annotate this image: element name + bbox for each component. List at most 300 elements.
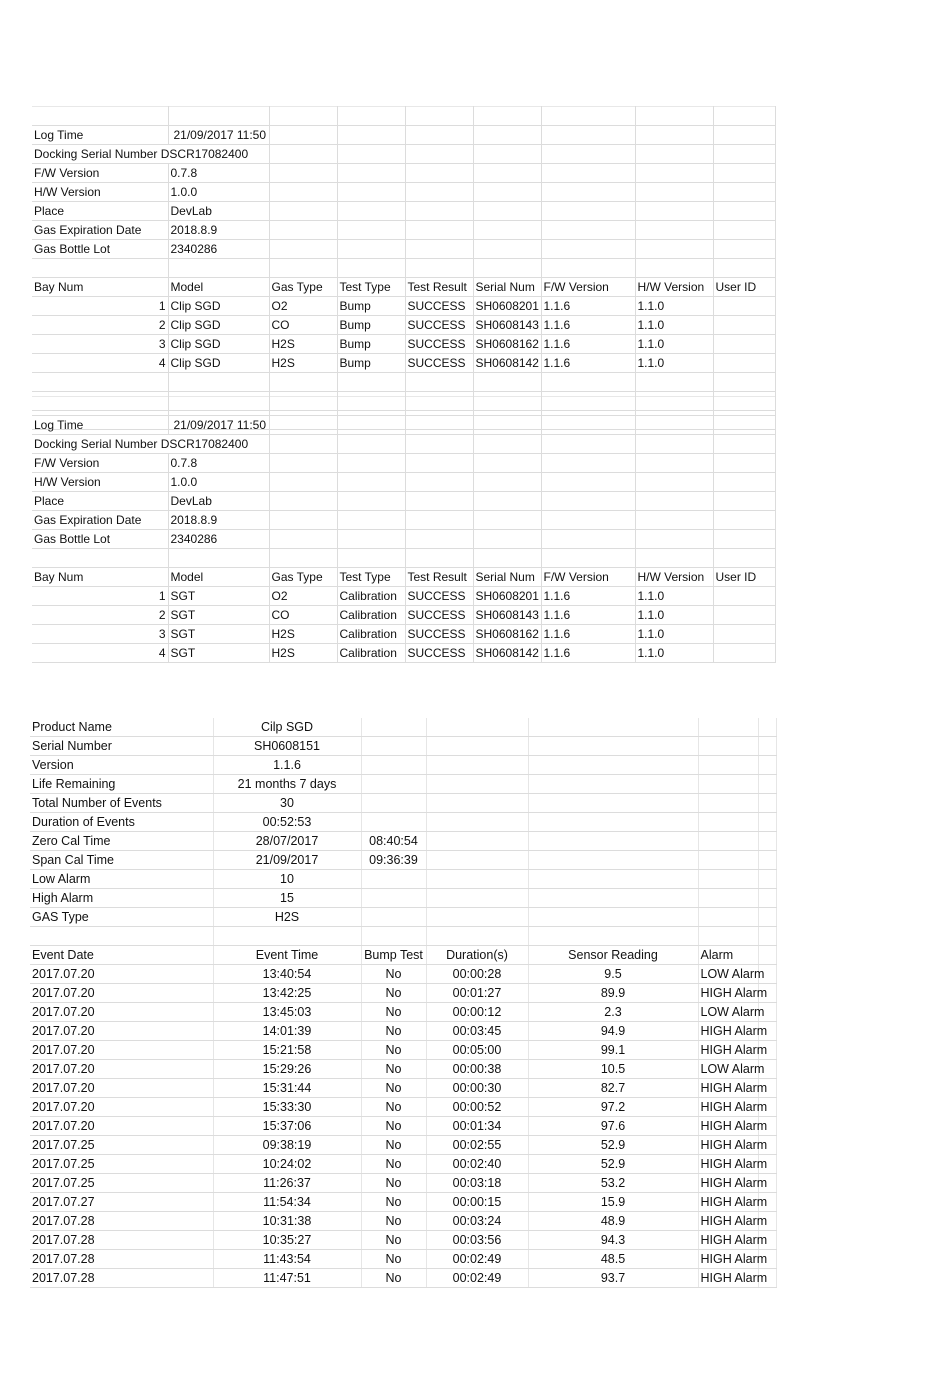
test-type: Calibration — [337, 625, 405, 644]
info-extra — [361, 756, 426, 775]
info-extra: 09:36:39 — [361, 851, 426, 870]
info-label: Gas Expiration Date — [32, 511, 168, 530]
info-row-fw-version — [32, 164, 775, 183]
serial-num: SH0608142 — [473, 354, 541, 373]
gas-type: CO — [269, 606, 337, 625]
event-time: 15:33:30 — [213, 1098, 361, 1117]
hw-version: 1.1.0 — [635, 625, 713, 644]
fw-version: 1.1.6 — [541, 606, 635, 625]
event-row — [30, 1193, 776, 1212]
sensor-reading: 15.9 — [528, 1193, 698, 1212]
event-row — [30, 1136, 776, 1155]
hw-version: 1.1.0 — [635, 316, 713, 335]
report-info-row — [30, 832, 776, 851]
duration: 00:00:52 — [426, 1098, 528, 1117]
sensor-reading: 89.9 — [528, 984, 698, 1003]
event-time: 13:42:25 — [213, 984, 361, 1003]
model: Clip SGD — [168, 335, 269, 354]
duration: 00:00:38 — [426, 1060, 528, 1079]
info-value: 2340286 — [168, 240, 269, 259]
info-value: 1.1.6 — [213, 756, 361, 775]
sensor-reading: 94.3 — [528, 1231, 698, 1250]
info-value: 0.7.8 — [168, 454, 269, 473]
info-value: 0.7.8 — [168, 164, 269, 183]
test-result: SUCCESS — [405, 644, 473, 663]
user-id — [713, 587, 775, 606]
column-header: User ID — [713, 568, 775, 587]
bay-num: 1 — [32, 587, 168, 606]
test-result: SUCCESS — [405, 316, 473, 335]
event-time: 09:38:19 — [213, 1136, 361, 1155]
gas-type: CO — [269, 316, 337, 335]
info-row-log-time — [32, 416, 775, 435]
info-label: Place — [32, 492, 168, 511]
test-type: Calibration — [337, 606, 405, 625]
info-label: Life Remaining — [30, 775, 213, 794]
gas-type: H2S — [269, 335, 337, 354]
info-extra — [361, 775, 426, 794]
info-label: High Alarm — [30, 889, 213, 908]
info-label: Product Name — [30, 718, 213, 737]
serial-num: SH0608201 — [473, 587, 541, 606]
alarm: HIGH Alarm — [698, 1212, 758, 1231]
model: Clip SGD — [168, 354, 269, 373]
event-row — [30, 1079, 776, 1098]
test-result: SUCCESS — [405, 297, 473, 316]
event-row — [30, 1212, 776, 1231]
bay-num: 2 — [32, 316, 168, 335]
model: Clip SGD — [168, 316, 269, 335]
report-info-row — [30, 775, 776, 794]
user-id — [713, 644, 775, 663]
event-date: 2017.07.25 — [30, 1136, 213, 1155]
info-value: 2018.8.9 — [168, 511, 269, 530]
info-label: Docking Serial Number — [34, 437, 158, 451]
info-label: Span Cal Time — [30, 851, 213, 870]
bump-test: No — [361, 1060, 426, 1079]
event-time: 15:29:26 — [213, 1060, 361, 1079]
bay-header-row — [32, 568, 775, 587]
bump-test: No — [361, 965, 426, 984]
event-time: 13:45:03 — [213, 1003, 361, 1022]
info-value: 21/09/2017 11:50 — [168, 416, 269, 435]
info-extra: 08:40:54 — [361, 832, 426, 851]
alarm: HIGH Alarm — [698, 1079, 758, 1098]
bay-num: 3 — [32, 625, 168, 644]
info-extra — [361, 813, 426, 832]
duration: 00:03:24 — [426, 1212, 528, 1231]
info-value: DevLab — [168, 202, 269, 221]
bump-test: No — [361, 1250, 426, 1269]
dock-log-table-calibration — [32, 396, 776, 663]
event-time: 15:21:58 — [213, 1041, 361, 1060]
event-row — [30, 1060, 776, 1079]
fw-version: 1.1.6 — [541, 625, 635, 644]
bay-num: 3 — [32, 335, 168, 354]
bay-num: 4 — [32, 644, 168, 663]
event-date: 2017.07.20 — [30, 1117, 213, 1136]
column-header: Test Type — [337, 278, 405, 297]
info-label: Serial Number — [30, 737, 213, 756]
info-label: Duration of Events — [30, 813, 213, 832]
sensor-reading: 82.7 — [528, 1079, 698, 1098]
bump-test: No — [361, 1003, 426, 1022]
alarm: LOW Alarm — [698, 1003, 758, 1022]
test-result: SUCCESS — [405, 625, 473, 644]
gas-type: H2S — [269, 625, 337, 644]
fw-version: 1.1.6 — [541, 644, 635, 663]
sensor-reading: 99.1 — [528, 1041, 698, 1060]
dock-log-table-bump — [32, 106, 776, 430]
test-type: Bump — [337, 354, 405, 373]
info-label: F/W Version — [32, 164, 168, 183]
info-value: 28/07/2017 — [213, 832, 361, 851]
info-value: 15 — [213, 889, 361, 908]
event-row — [30, 1098, 776, 1117]
event-date: 2017.07.20 — [30, 1003, 213, 1022]
spacer-row — [30, 927, 776, 946]
bay-row — [32, 644, 775, 663]
alarm: HIGH Alarm — [698, 1022, 758, 1041]
event-row — [30, 1174, 776, 1193]
info-value: DevLab — [168, 492, 269, 511]
event-date: 2017.07.20 — [30, 1079, 213, 1098]
info-row-gas-bottle-lot — [32, 240, 775, 259]
report-info-row — [30, 718, 776, 737]
info-label: F/W Version — [32, 454, 168, 473]
bump-test: No — [361, 1079, 426, 1098]
spacer-row — [32, 373, 775, 392]
info-value: 30 — [213, 794, 361, 813]
event-row — [30, 984, 776, 1003]
alarm: HIGH Alarm — [698, 1174, 758, 1193]
user-id — [713, 335, 775, 354]
column-header: H/W Version — [635, 568, 713, 587]
info-label: Gas Bottle Lot — [32, 530, 168, 549]
bump-test: No — [361, 1212, 426, 1231]
bay-num: 1 — [32, 297, 168, 316]
info-extra — [361, 794, 426, 813]
event-date: 2017.07.20 — [30, 1041, 213, 1060]
test-result: SUCCESS — [405, 606, 473, 625]
bump-test: No — [361, 1231, 426, 1250]
event-row — [30, 1269, 776, 1288]
info-value: 1.0.0 — [168, 473, 269, 492]
info-value: 1.0.0 — [168, 183, 269, 202]
fw-version: 1.1.6 — [541, 587, 635, 606]
info-label-value — [32, 145, 269, 164]
column-header: Gas Type — [269, 568, 337, 587]
user-id — [713, 354, 775, 373]
sensor-reading: 48.9 — [528, 1212, 698, 1231]
serial-num: SH0608143 — [473, 316, 541, 335]
gas-type: H2S — [269, 354, 337, 373]
model: SGT — [168, 625, 269, 644]
report-info-row — [30, 851, 776, 870]
info-row-gas-expiration — [32, 511, 775, 530]
user-id — [713, 625, 775, 644]
event-time: 11:54:34 — [213, 1193, 361, 1212]
bay-row — [32, 297, 775, 316]
info-row-fw-version — [32, 454, 775, 473]
bump-test: No — [361, 1117, 426, 1136]
hw-version: 1.1.0 — [635, 354, 713, 373]
sensor-reading: 52.9 — [528, 1155, 698, 1174]
alarm: HIGH Alarm — [698, 1098, 758, 1117]
bump-test: No — [361, 1155, 426, 1174]
fw-version: 1.1.6 — [541, 335, 635, 354]
hw-version: 1.1.0 — [635, 297, 713, 316]
alarm: LOW Alarm — [698, 965, 758, 984]
info-value: H2S — [213, 908, 361, 927]
info-label: Place — [32, 202, 168, 221]
column-header-event-time: Event Time — [213, 946, 361, 965]
alarm: HIGH Alarm — [698, 1250, 758, 1269]
bay-row — [32, 587, 775, 606]
info-row-place — [32, 202, 775, 221]
info-value: 21/09/2017 11:50 — [168, 126, 269, 145]
hw-version: 1.1.0 — [635, 644, 713, 663]
duration: 00:02:49 — [426, 1250, 528, 1269]
sensor-reading: 9.5 — [528, 965, 698, 984]
report-info-row — [30, 870, 776, 889]
alarm: HIGH Alarm — [698, 1117, 758, 1136]
bump-test: No — [361, 1022, 426, 1041]
info-value: 21 months 7 days — [213, 775, 361, 794]
sensor-reading: 2.3 — [528, 1003, 698, 1022]
duration: 00:00:28 — [426, 965, 528, 984]
info-row-hw-version — [32, 473, 775, 492]
sensor-reading: 93.7 — [528, 1269, 698, 1288]
info-value: 2340286 — [168, 530, 269, 549]
model: Clip SGD — [168, 297, 269, 316]
hw-version: 1.1.0 — [635, 335, 713, 354]
bump-test: No — [361, 1174, 426, 1193]
event-row — [30, 1250, 776, 1269]
info-extra — [361, 737, 426, 756]
event-date: 2017.07.20 — [30, 965, 213, 984]
duration: 00:00:15 — [426, 1193, 528, 1212]
info-extra — [361, 908, 426, 927]
spacer-row — [32, 259, 775, 278]
gas-type: O2 — [269, 587, 337, 606]
test-type: Bump — [337, 297, 405, 316]
alarm: HIGH Alarm — [698, 1231, 758, 1250]
info-row-log-time — [32, 126, 775, 145]
test-type: Bump — [337, 316, 405, 335]
model: SGT — [168, 606, 269, 625]
sensor-reading: 52.9 — [528, 1136, 698, 1155]
bay-num: 2 — [32, 606, 168, 625]
test-type: Bump — [337, 335, 405, 354]
hw-version: 1.1.0 — [635, 587, 713, 606]
info-value: 21/09/2017 — [213, 851, 361, 870]
event-time: 15:37:06 — [213, 1117, 361, 1136]
bay-row — [32, 625, 775, 644]
serial-num: SH0608143 — [473, 606, 541, 625]
info-value: SH0608151 — [213, 737, 361, 756]
info-row-gas-bottle-lot — [32, 530, 775, 549]
report-info-row — [30, 794, 776, 813]
bump-test: No — [361, 1041, 426, 1060]
info-value: DSCR17082400 — [160, 147, 249, 161]
event-header-row — [30, 946, 776, 965]
sensor-reading: 94.9 — [528, 1022, 698, 1041]
info-row-docking-serial — [32, 145, 775, 164]
sensor-reading: 48.5 — [528, 1250, 698, 1269]
info-extra — [361, 870, 426, 889]
column-header: Model — [168, 568, 269, 587]
sensor-reading: 97.2 — [528, 1098, 698, 1117]
event-date: 2017.07.28 — [30, 1269, 213, 1288]
info-label: Low Alarm — [30, 870, 213, 889]
user-id — [713, 297, 775, 316]
info-label: H/W Version — [32, 183, 168, 202]
bay-row — [32, 335, 775, 354]
alarm: HIGH Alarm — [698, 1041, 758, 1060]
duration: 00:03:18 — [426, 1174, 528, 1193]
bay-row — [32, 354, 775, 373]
event-row — [30, 1231, 776, 1250]
info-value: 2018.8.9 — [168, 221, 269, 240]
sensor-reading: 97.6 — [528, 1117, 698, 1136]
column-header: User ID — [713, 278, 775, 297]
duration: 00:03:45 — [426, 1022, 528, 1041]
info-value: 10 — [213, 870, 361, 889]
column-header: Bay Num — [32, 568, 168, 587]
duration: 00:00:30 — [426, 1079, 528, 1098]
event-row — [30, 965, 776, 984]
report-info-row — [30, 813, 776, 832]
duration: 00:00:12 — [426, 1003, 528, 1022]
event-date: 2017.07.25 — [30, 1174, 213, 1193]
gas-type: O2 — [269, 297, 337, 316]
event-date: 2017.07.20 — [30, 1098, 213, 1117]
alarm: HIGH Alarm — [698, 1269, 758, 1288]
info-extra — [361, 718, 426, 737]
sensor-reading: 10.5 — [528, 1060, 698, 1079]
event-time: 14:01:39 — [213, 1022, 361, 1041]
model: SGT — [168, 644, 269, 663]
report-info-row — [30, 756, 776, 775]
event-date: 2017.07.28 — [30, 1250, 213, 1269]
column-header: Model — [168, 278, 269, 297]
info-label: Gas Expiration Date — [32, 221, 168, 240]
test-type: Calibration — [337, 644, 405, 663]
event-date: 2017.07.20 — [30, 1060, 213, 1079]
column-header-event-date: Event Date — [30, 946, 213, 965]
column-header: Test Result — [405, 568, 473, 587]
hw-version: 1.1.0 — [635, 606, 713, 625]
info-label: GAS Type — [30, 908, 213, 927]
column-header: Bay Num — [32, 278, 168, 297]
bump-test: No — [361, 1098, 426, 1117]
info-row-gas-expiration — [32, 221, 775, 240]
event-row — [30, 1003, 776, 1022]
serial-num: SH0608201 — [473, 297, 541, 316]
bump-test: No — [361, 1269, 426, 1288]
user-id — [713, 316, 775, 335]
info-label: Log Time — [32, 126, 168, 145]
bump-test: No — [361, 1136, 426, 1155]
spacer-row — [32, 549, 775, 568]
test-result: SUCCESS — [405, 354, 473, 373]
alarm: HIGH Alarm — [698, 1193, 758, 1212]
info-value: DSCR17082400 — [160, 437, 249, 451]
spacer-row — [32, 107, 775, 126]
event-time: 11:26:37 — [213, 1174, 361, 1193]
duration: 00:03:56 — [426, 1231, 528, 1250]
alarm: HIGH Alarm — [698, 984, 758, 1003]
event-time: 15:31:44 — [213, 1079, 361, 1098]
sensor-reading: 53.2 — [528, 1174, 698, 1193]
bay-header-row — [32, 278, 775, 297]
bump-test: No — [361, 984, 426, 1003]
event-time: 10:35:27 — [213, 1231, 361, 1250]
user-id — [713, 606, 775, 625]
info-value: Cilp SGD — [213, 718, 361, 737]
event-date: 2017.07.28 — [30, 1212, 213, 1231]
info-label: H/W Version — [32, 473, 168, 492]
event-time: 11:43:54 — [213, 1250, 361, 1269]
info-label: Total Number of Events — [30, 794, 213, 813]
column-header: F/W Version — [541, 278, 635, 297]
report-info-row — [30, 889, 776, 908]
info-value: 00:52:53 — [213, 813, 361, 832]
info-row-place — [32, 492, 775, 511]
info-extra — [361, 889, 426, 908]
column-header: Gas Type — [269, 278, 337, 297]
event-row — [30, 1117, 776, 1136]
column-header-duration: Duration(s) — [426, 946, 528, 965]
info-label: Gas Bottle Lot — [32, 240, 168, 259]
event-date: 2017.07.27 — [30, 1193, 213, 1212]
duration: 00:05:00 — [426, 1041, 528, 1060]
spacer-row — [32, 397, 775, 416]
fw-version: 1.1.6 — [541, 297, 635, 316]
test-result: SUCCESS — [405, 587, 473, 606]
info-label: Version — [30, 756, 213, 775]
bump-test: No — [361, 1193, 426, 1212]
event-time: 10:31:38 — [213, 1212, 361, 1231]
duration: 00:02:40 — [426, 1155, 528, 1174]
bay-row — [32, 606, 775, 625]
test-result: SUCCESS — [405, 335, 473, 354]
test-type: Calibration — [337, 587, 405, 606]
duration: 00:02:49 — [426, 1269, 528, 1288]
serial-num: SH0608142 — [473, 644, 541, 663]
column-header: F/W Version — [541, 568, 635, 587]
column-header: H/W Version — [635, 278, 713, 297]
event-row — [30, 1022, 776, 1041]
column-header: Test Result — [405, 278, 473, 297]
fw-version: 1.1.6 — [541, 354, 635, 373]
info-label-value — [32, 435, 269, 454]
duration: 00:01:34 — [426, 1117, 528, 1136]
column-header-sensor-reading: Sensor Reading — [528, 946, 698, 965]
duration: 00:02:55 — [426, 1136, 528, 1155]
bay-row — [32, 316, 775, 335]
info-row-docking-serial — [32, 435, 775, 454]
info-row-hw-version — [32, 183, 775, 202]
column-header: Test Type — [337, 568, 405, 587]
model: SGT — [168, 587, 269, 606]
report-info-row — [30, 737, 776, 756]
serial-num: SH0608162 — [473, 335, 541, 354]
event-date: 2017.07.25 — [30, 1155, 213, 1174]
event-date: 2017.07.28 — [30, 1231, 213, 1250]
serial-num: SH0608162 — [473, 625, 541, 644]
